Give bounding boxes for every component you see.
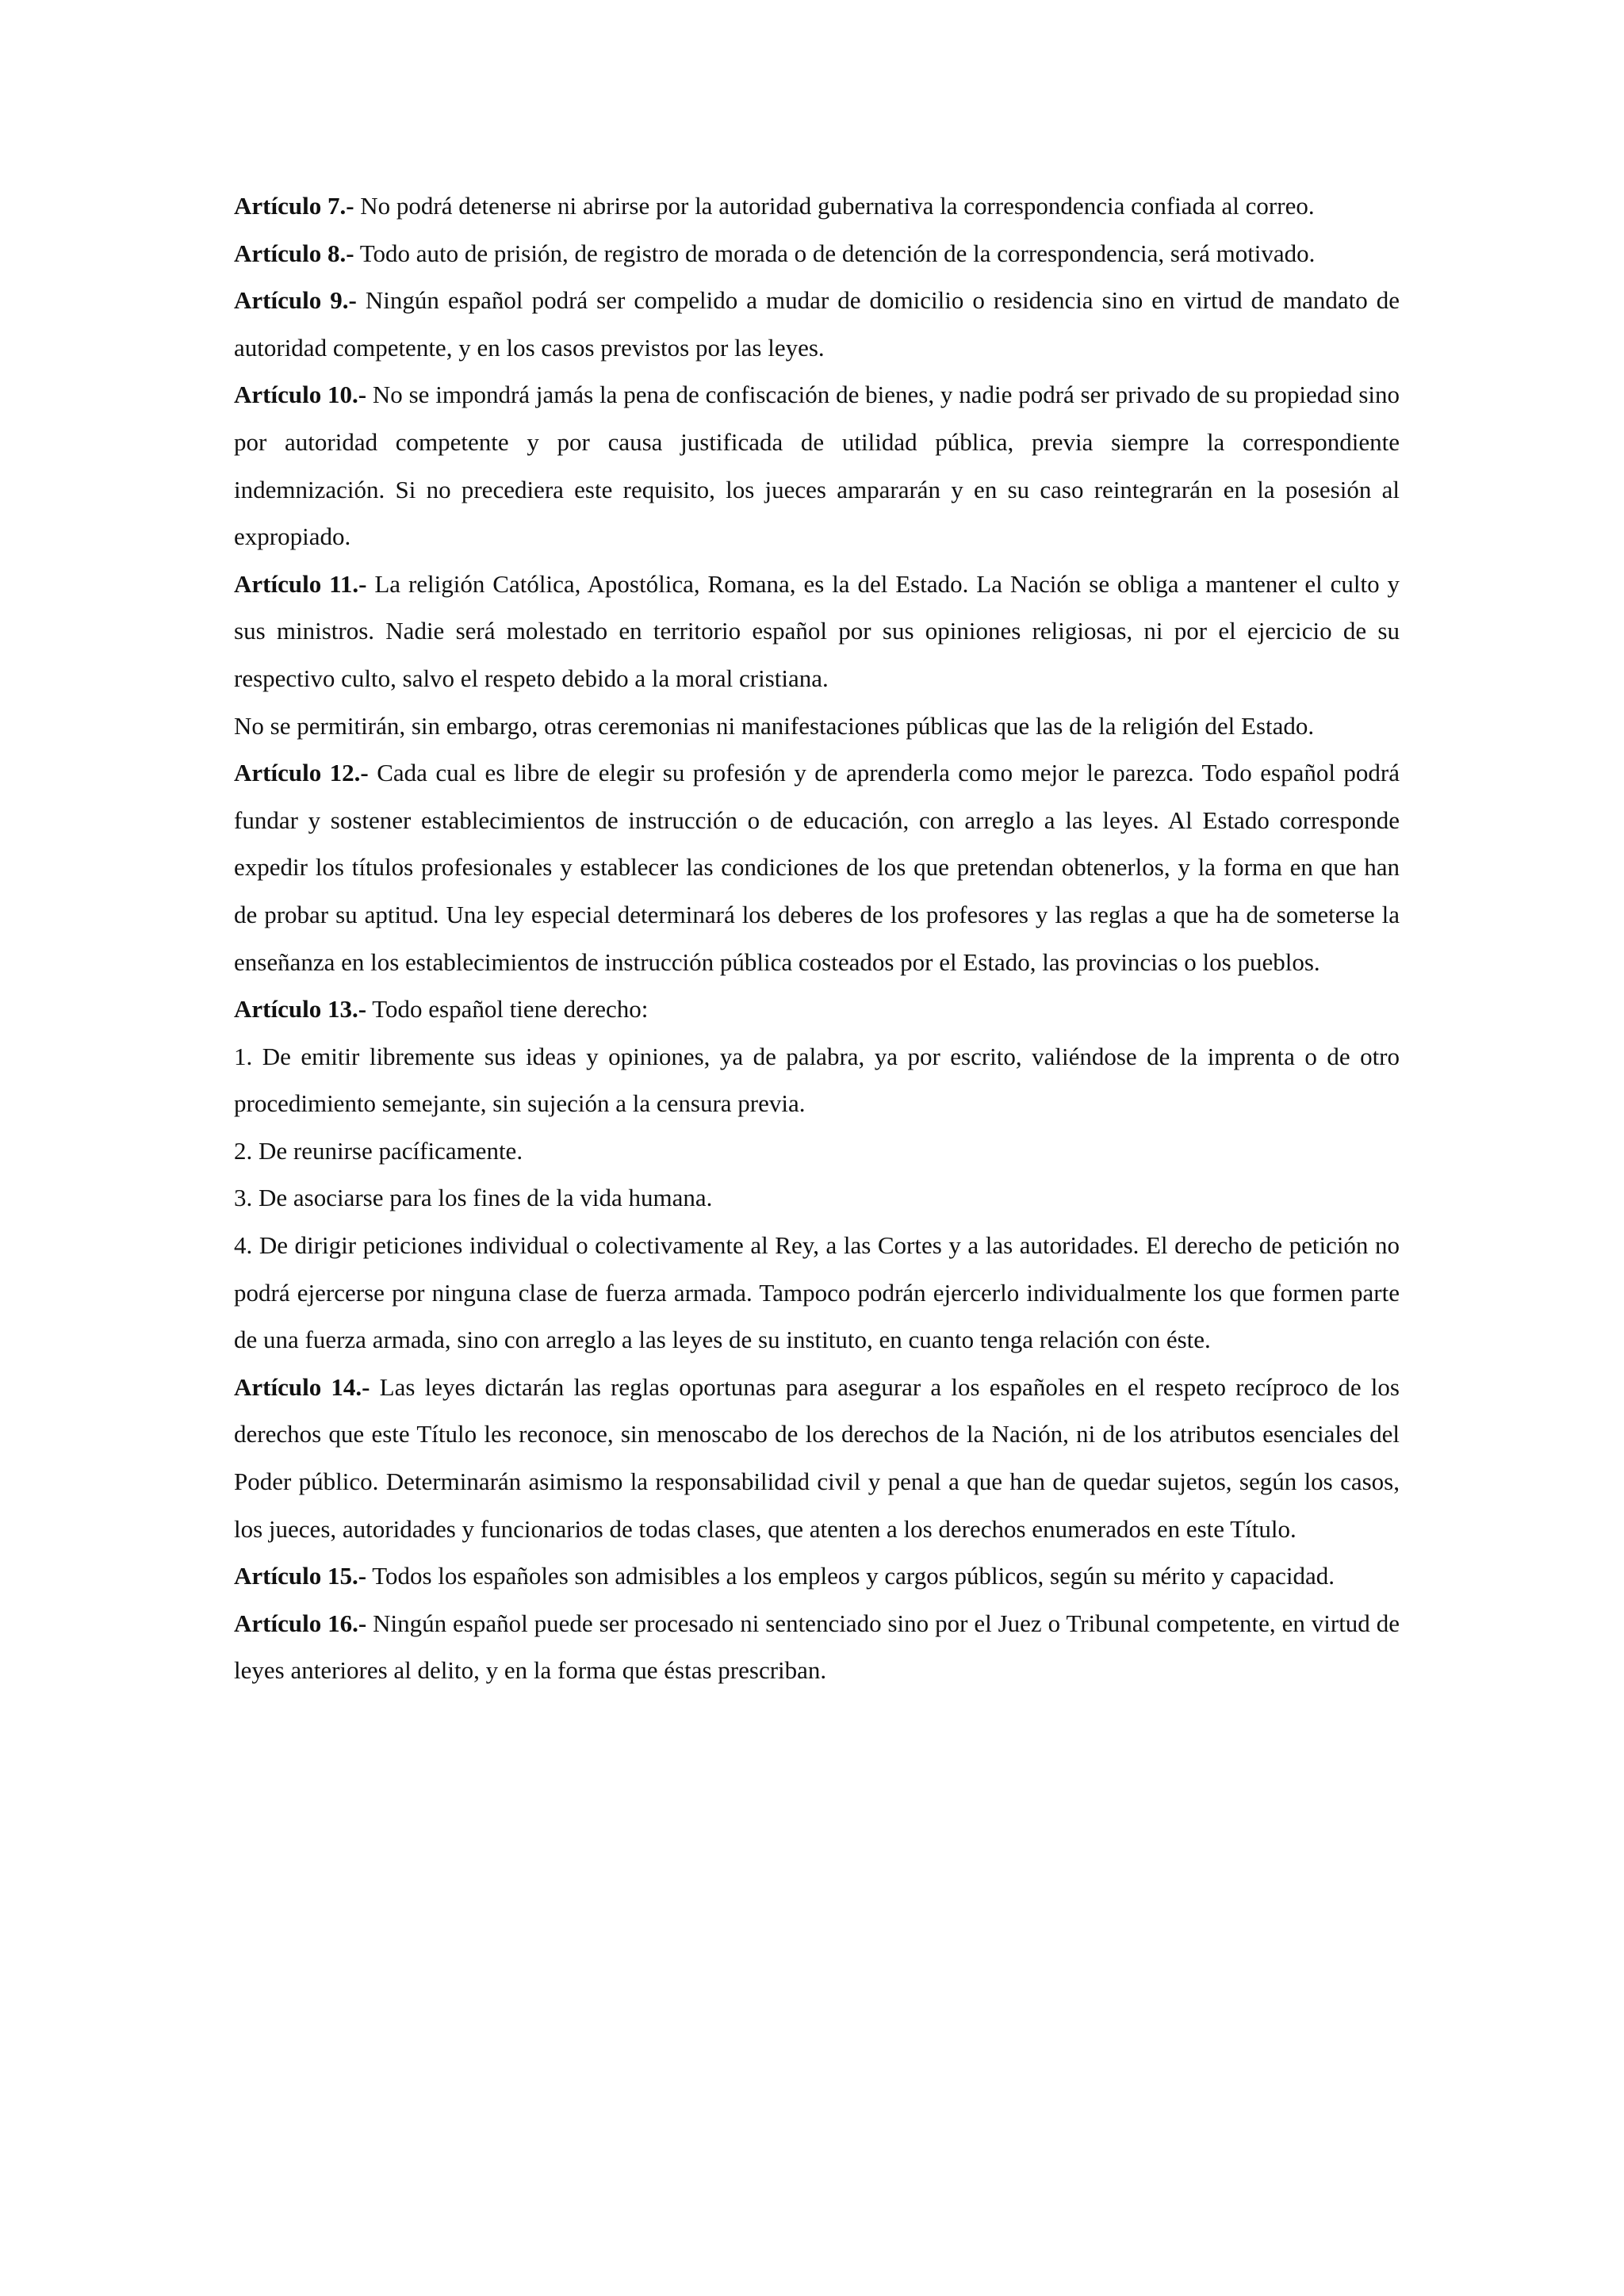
article-label: Artículo 11.- xyxy=(234,569,367,598)
article-label: Artículo 12.- xyxy=(234,759,369,787)
article-text: Ningún español podrá ser compelido a mudar de domicilio o residencia sino en virtud de mandato de autoridad competente, y en los casos previstos por las leyes. xyxy=(234,286,1400,362)
article-text: No podrá detenerse ni abrirse por la autoridad gubernativa la correspondencia confiada al correo. xyxy=(354,192,1315,220)
article-15-paragraph xyxy=(234,1552,1400,1600)
article-text: Las leyes dictarán las reglas oportunas para asegurar a los españoles en el respeto recíproco de los derechos que este Título les reconoce, sin menoscabo de los derechos de la Nación, ni de los atributos esenciales del Poder público. Determinarán asimismo la responsabilidad civil y penal a que han de quedar sujetos, según los casos, los jueces, autoridades y funcionarios de todas clases, que atenten a los derechos enumerados en este Título. xyxy=(234,1372,1400,1543)
article-9-paragraph xyxy=(234,277,1400,371)
article-text: Todo español tiene derecho: xyxy=(366,995,649,1024)
list-item-text: 4. De dirigir peticiones individual o colectivamente al Rey, a las Cortes y a las autoridades. El derecho de petición no podrá ejercerse por ninguna clase de fuerza armada. Tampoco podrán ejercerlo individualmente los que formen parte de una fuerza armada, sino con arreglo a las leyes de su instituto, en cuanto tenga relación con éste. xyxy=(234,1231,1400,1354)
paragraph-text: No se permitirán, sin embargo, otras ceremonias ni manifestaciones públicas que las de la religión del Estado. xyxy=(234,711,1315,740)
article-12-paragraph xyxy=(234,749,1400,985)
article-label: Artículo 15.- xyxy=(234,1562,367,1590)
article-label: Artículo 13.- xyxy=(234,995,367,1024)
article-8-paragraph xyxy=(234,230,1400,277)
article-text: Cada cual es libre de elegir su profesión y de aprenderla como mejor le parezca. Todo español podrá fundar y sostener establecimientos de instrucción o de educación, con arreglo a las leyes. Al Estado corresponde expedir los títulos profesionales y establecer las condiciones de los que pretendan obtenerlos, y la forma en que han de probar su aptitud. Una ley especial determinará los deberes de los profesores y las reglas a que ha de someterse la enseñanza en los establecimientos de instrucción pública costeados por el Estado, las provincias o los pueblos. xyxy=(234,759,1400,976)
article-11-paragraph xyxy=(234,561,1400,702)
article-10-paragraph xyxy=(234,371,1400,560)
document-page xyxy=(234,182,1400,1694)
article-label: Artículo 8.- xyxy=(234,239,354,267)
article-11-continuation xyxy=(234,702,1400,750)
list-item-text: 1. De emitir libremente sus ideas y opiniones, ya de palabra, ya por escrito, valiéndose de la imprenta o de otro procedimiento semejante, sin sujeción a la censura previa. xyxy=(234,1042,1400,1118)
article-label: Artículo 14.- xyxy=(234,1372,370,1401)
article-label: Artículo 16.- xyxy=(234,1609,367,1637)
article-14-paragraph xyxy=(234,1364,1400,1552)
article-text: Todos los españoles son admisibles a los empleos y cargos públicos, según su mérito y capacidad. xyxy=(366,1562,1335,1590)
article-13-item-3 xyxy=(234,1174,1400,1222)
list-item-text: 3. De asociarse para los fines de la vida humana. xyxy=(234,1184,713,1212)
article-text: La religión Católica, Apostólica, Romana, es la del Estado. La Nación se obliga a mantener el culto y sus ministros. Nadie será molestado en territorio español por sus opiniones religiosas, ni por el ejercicio de su respectivo culto, salvo el respeto debido a la moral cristiana. xyxy=(234,569,1400,692)
article-text: Todo auto de prisión, de registro de morada o de detención de la correspondencia, será motivado. xyxy=(354,239,1316,267)
article-13-item-4 xyxy=(234,1222,1400,1364)
article-13-item-2 xyxy=(234,1127,1400,1175)
article-13-paragraph xyxy=(234,985,1400,1033)
article-text: No se impondrá jamás la pena de confiscación de bienes, y nadie podrá ser privado de su propiedad sino por autoridad competente y por causa justificada de utilidad pública, previa siempre la correspondiente indemnización. Si no precediera este requisito, los jueces ampararán y en su caso reintegrarán en la posesión al expropiado. xyxy=(234,381,1400,551)
article-label: Artículo 10.- xyxy=(234,381,367,409)
article-label: Artículo 7.- xyxy=(234,192,354,220)
article-13-item-1 xyxy=(234,1033,1400,1127)
article-text: Ningún español puede ser procesado ni sentenciado sino por el Juez o Tribunal competente, en virtud de leyes anteriores al delito, y en la forma que éstas prescriban. xyxy=(234,1609,1400,1685)
article-16-paragraph xyxy=(234,1600,1400,1694)
article-label: Artículo 9.- xyxy=(234,286,357,315)
article-7-paragraph xyxy=(234,182,1400,230)
list-item-text: 2. De reunirse pacíficamente. xyxy=(234,1136,523,1165)
